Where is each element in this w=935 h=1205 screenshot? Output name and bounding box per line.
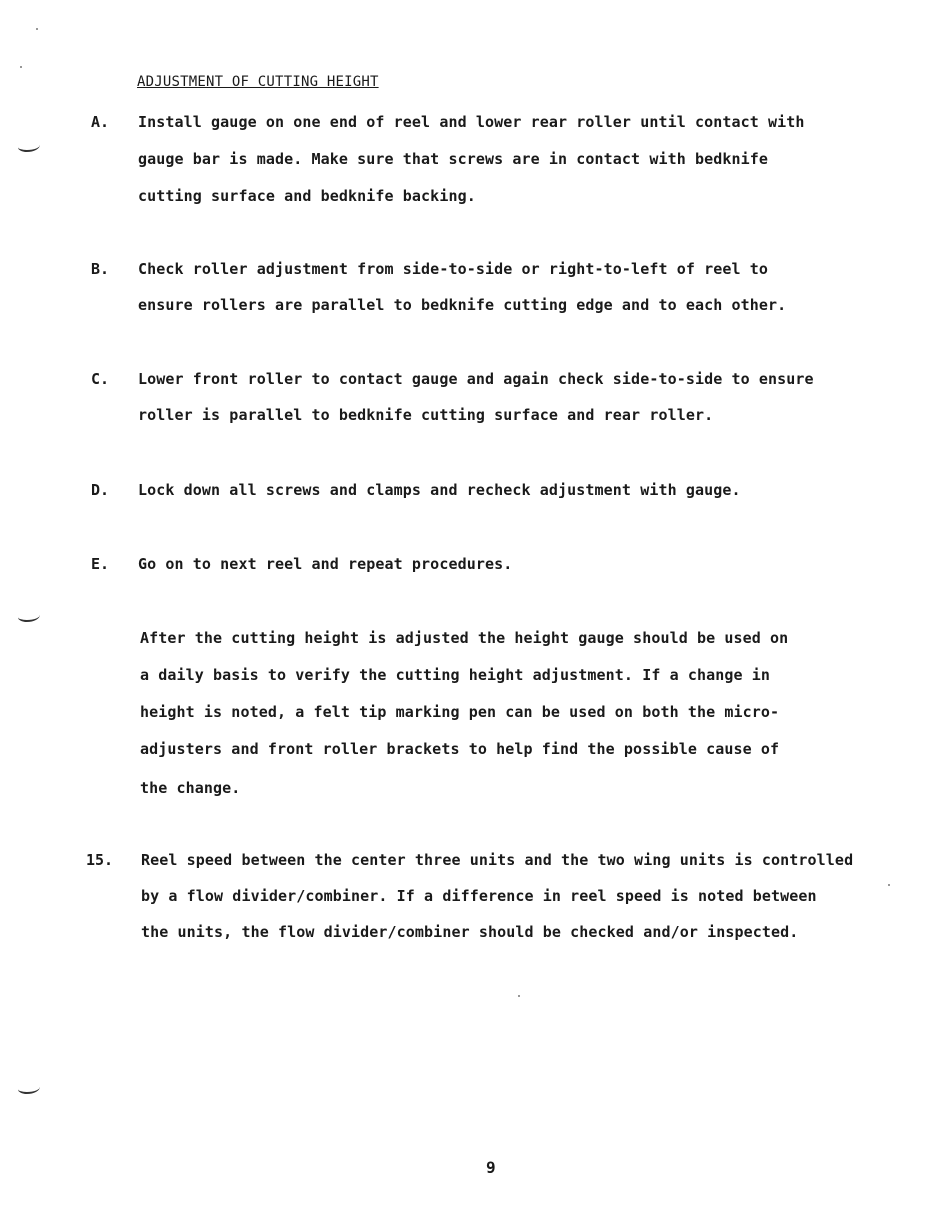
list-marker: B. [91,260,110,278]
text-line: gauge bar is made. Make sure that screws are in contact with bedknife [138,150,769,168]
page-number: 9 [486,1158,496,1177]
list-marker: D. [91,481,110,499]
text-line: adjusters and front roller brackets to help find the possible cause of [140,740,780,758]
punch-hole-mark-bottom [18,1082,40,1094]
text-line: Go on to next reel and repeat procedures. [138,555,513,573]
text-line: Check roller adjustment from side-to-side or right-to-left of reel to [138,260,769,278]
punch-hole-mark-middle [18,610,40,622]
text-line: Install gauge on one end of reel and lower rear roller until contact with [138,113,805,131]
text-line: Lock down all screws and clamps and recheck adjustment with gauge. [138,481,741,499]
text-line: After the cutting height is adjusted the height gauge should be used on [140,629,789,647]
list-marker: A. [91,113,110,131]
list-marker: C. [91,370,110,388]
text-line: Lower front roller to contact gauge and again check side-to-side to ensure [138,370,814,388]
text-line: Reel speed between the center three units and the two wing units is controlled [141,851,854,869]
step-number: 15. [86,851,114,869]
text-line: cutting surface and bedknife backing. [138,187,476,205]
scan-speck [20,66,22,68]
scan-speck [518,995,520,997]
list-marker: E. [91,555,110,573]
scan-speck [36,28,38,30]
scan-speck [888,884,890,886]
punch-hole-mark-top [18,140,40,152]
text-line: ensure rollers are parallel to bedknife cutting edge and to each other. [138,296,787,314]
text-line: a daily basis to verify the cutting height adjustment. If a change in [140,666,771,684]
text-line: the change. [140,779,241,797]
text-line: height is noted, a felt tip marking pen can be used on both the micro- [140,703,780,721]
section-heading: ADJUSTMENT OF CUTTING HEIGHT [137,74,379,90]
text-line: by a flow divider/combiner. If a difference in reel speed is noted between [141,887,817,905]
text-line: the units, the flow divider/combiner should be checked and/or inspected. [141,923,799,941]
text-line: roller is parallel to bedknife cutting surface and rear roller. [138,406,714,424]
